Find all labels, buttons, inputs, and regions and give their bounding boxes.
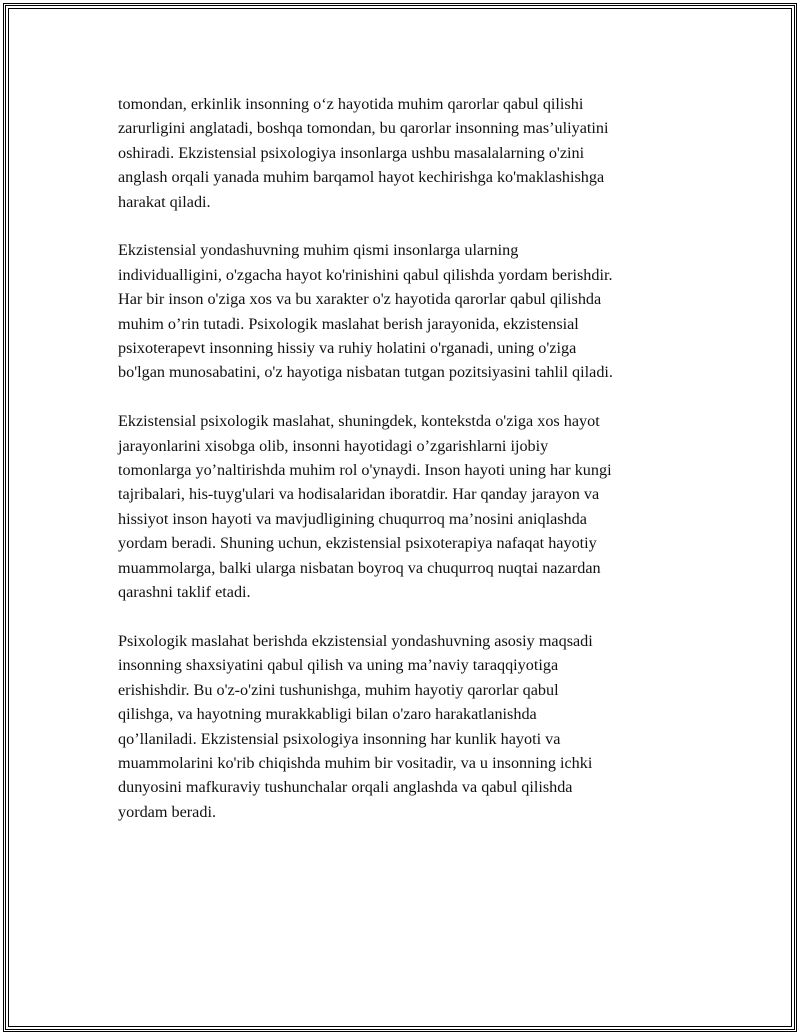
text-line: qo’llaniladi. Ekzistensial psixologiya insonning har kunlik hayoti va [118,729,561,748]
text-line: individualligini, o'zgacha hayot ko'rinishini qabul qilishda yordam berishdir. [118,265,613,284]
paragraph-3 [118,409,698,604]
document-body [118,92,698,849]
text-line: Har bir inson o'ziga xos va bu xarakter o'z hayotida qarorlar qabul qilishda [118,290,602,309]
text-line: muhim o’rin tutadi. Psixologik maslahat berish jarayonida, ekzistensial [118,314,579,333]
paragraph-4 [118,629,698,824]
text-line: muammolarini ko'rib chiqishda muhim bir vositadir, va u insonning ichki [118,753,593,772]
text-line: Psixologik maslahat berishda ekzistensial yondashuvning asosiy maqsadi [118,631,593,650]
text-line: tomonlarga yo’naltirishda muhim rol o'ynaydi. Inson hayoti uning har kungi [118,461,612,480]
text-line: tajribalari, his-tuyg'ulari va hodisalaridan iboratdir. Har qanday jarayon va [118,485,600,504]
text-line: qarashni taklif etadi. [118,583,251,602]
paragraph-1 [118,92,698,214]
text-line: anglash orqali yanada muhim barqamol hayot kechirishga ko'maklashishga [118,168,605,187]
paragraph-2 [118,238,698,384]
text-line: Ekzistensial yondashuvning muhim qismi insonlarga ularning [118,241,519,260]
text-line: erishishdir. Bu o'z-o'zini tushunishga, muhim hayotiy qarorlar qabul [118,680,559,699]
text-line: harakat qiladi. [118,192,211,211]
text-line: qilishga, va hayotning murakkabligi bilan o'zaro harakatlanishda [118,705,537,724]
text-line: hissiyot inson hayoti va mavjudligining chuqurroq ma’nosini aniqlashda [118,509,587,528]
text-line: bo'lgan munosabatini, o'z hayotiga nisbatan tutgan pozitsiyasini tahlil qiladi. [118,363,613,382]
text-line: Ekzistensial psixologik maslahat, shuningdek, kontekstda o'ziga xos hayot [118,412,600,431]
text-line: yordam beradi. Shuning uchun, ekzistensial psixoterapiya nafaqat hayotiy [118,534,597,553]
text-line: psixoterapevt insonning hissiy va ruhiy holatini o'rganadi, uning o'ziga [118,339,577,358]
text-line: muammolarga, balki ularga nisbatan boyroq va chuqurroq nuqtai nazardan [118,558,601,577]
text-line: dunyosini mafkuraviy tushunchalar orqali anglashda va qabul qilishda [118,778,573,797]
text-line: insonning shaxsiyatini qabul qilish va uning ma’naviy taraqqiyotiga [118,656,559,675]
text-line: yordam beradi. [118,802,216,821]
text-line: tomondan, erkinlik insonning o‘z hayotida muhim qarorlar qabul qilishi [118,95,584,113]
text-line: oshiradi. Ekzistensial psixologiya insonlarga ushbu masalalarning o'zini [118,143,585,162]
text-line: zarurligini anglatadi, boshqa tomondan, bu qarorlar insonning mas’uliyatini [118,119,609,138]
text-line: jarayonlarini xisobga olib, insonni hayotidagi o’zgarishlarni ijobiy [118,436,549,455]
